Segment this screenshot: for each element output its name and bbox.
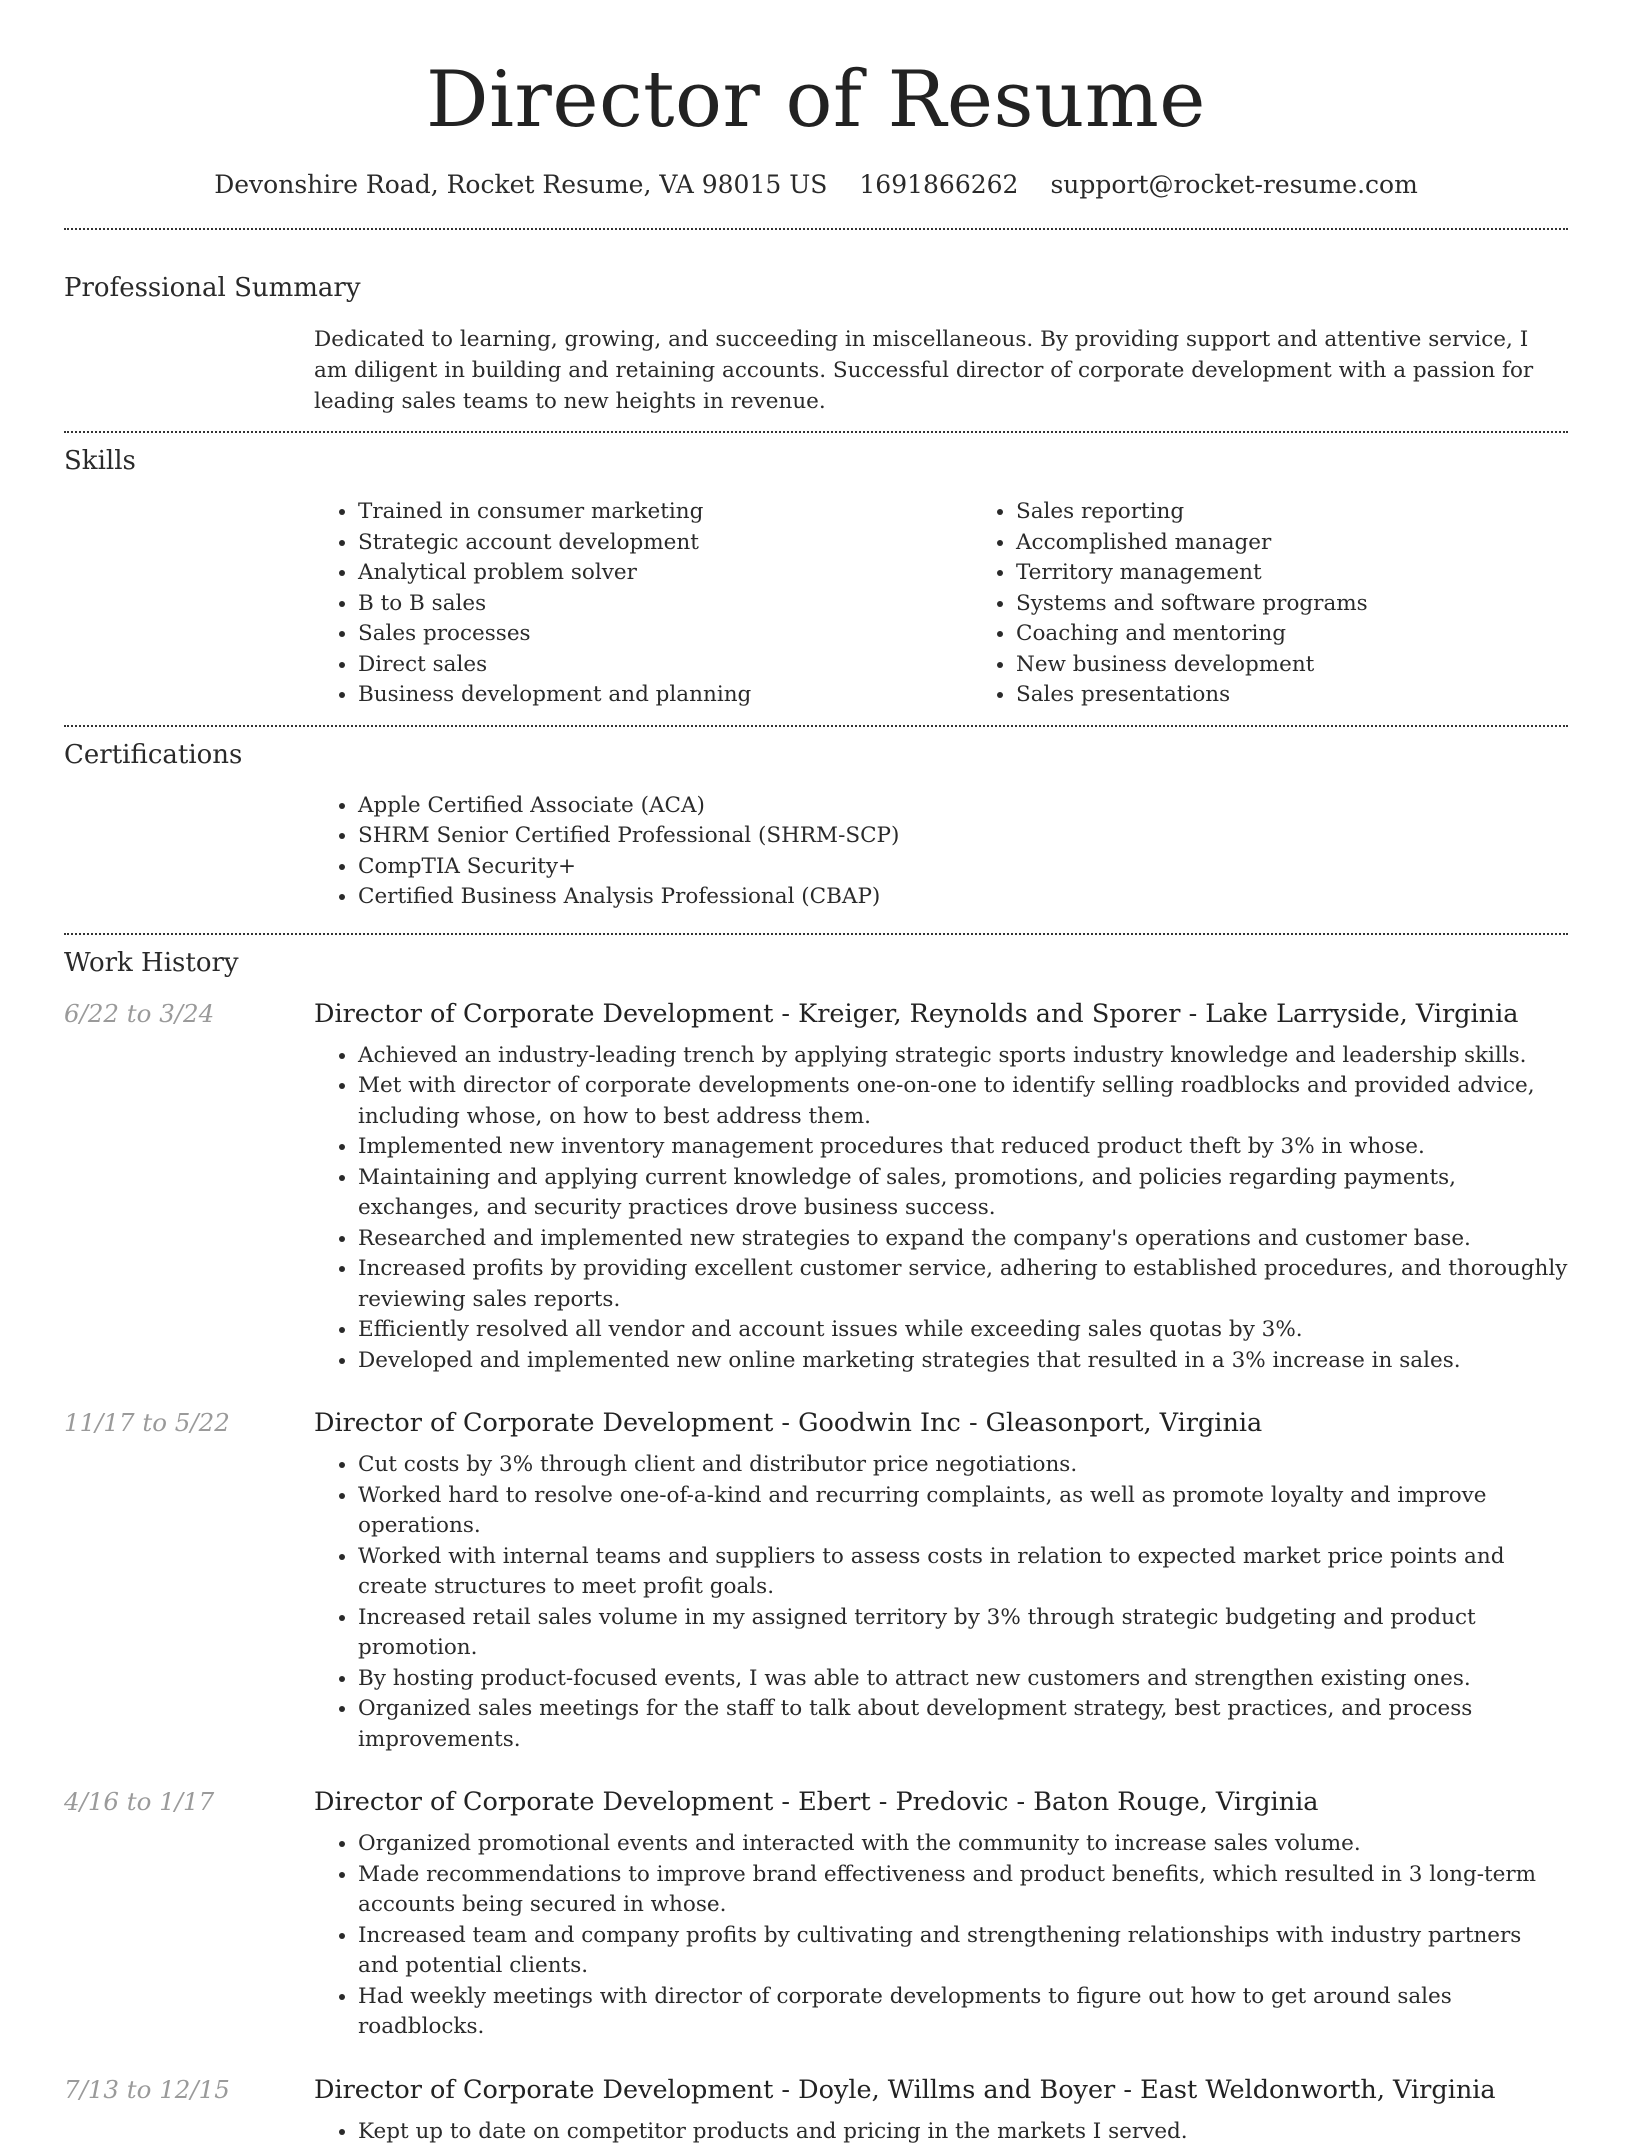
skills-list-left [314,497,972,711]
job-bullets [314,1829,1568,2043]
job-bullets [314,1450,1568,1755]
job-bullet: • Increased retail sales volume in my assigned territory by 3% through strategic budgeting and product promotion. [358,1603,1568,1664]
section-divider [64,431,1568,433]
job-entry [64,1406,1568,1755]
skill-item: • Coaching and mentoring [1016,619,1630,650]
job-bullet: • Worked with internal teams and suppliers to assess costs in relation to expected market price points and create structures to meet profit goals. [358,1542,1568,1603]
certification-item: • Apple Certified Associate (ACA) [358,791,1568,822]
skill-item: • Business development and planning [358,680,972,711]
certification-item: • SHRM Senior Certified Professional (SHRM-SCP) [358,821,1568,852]
job-title: Director of Corporate Development - Ebert - Predovic - Baton Rouge, Virginia [314,1785,1568,1819]
skill-item: • Analytical problem solver [358,558,972,589]
skills-heading: Skills [64,443,1568,479]
skill-item: • New business development [1016,650,1630,681]
job-bullet: • Made recommendations to improve brand effectiveness and product benefits, which resulted in 3 long-term accounts being secured in whose. [358,1860,1568,1921]
job-bullet: • Implemented new inventory management procedures that reduced product theft by 3% in whose. [358,1132,1568,1163]
job-bullet: • Achieved an industry-leading trench by applying strategic sports industry knowledge and leadership skills. [358,1041,1568,1072]
section-divider [64,933,1568,935]
summary-text: Dedicated to learning, growing, and succeeding in miscellaneous. By providing support and attentive service, I am diligent in building and retaining accounts. Successful director of corporate development with a passion for leading sales teams to new heights in revenue. [314,324,1568,417]
skill-item: • Systems and software programs [1016,589,1630,620]
job-entry [64,1785,1568,2043]
skill-item: • Trained in consumer marketing [358,497,972,528]
job-title: Director of Corporate Development - Doyle, Willms and Boyer - East Weldonworth, Virginia [314,2073,1568,2107]
certification-item: • Certified Business Analysis Professional (CBAP) [358,882,1568,913]
job-bullet: • Researched and implemented new strategies to expand the company's operations and customer base. [358,1224,1568,1255]
summary-heading: Professional Summary [64,270,1568,306]
job-dates: 6/22 to 3/24 [64,997,314,1377]
resume-page [64,0,1568,2147]
candidate-name: Director of Resume [64,52,1568,148]
job-dates: 4/16 to 1/17 [64,1785,314,2043]
certifications-section [64,737,1568,913]
contact-line [64,168,1568,202]
job-bullet: • Increased team and company profits by cultivating and strengthening relationships with industry partners and potential clients. [358,1921,1568,1982]
job-list [64,997,1568,2147]
job-dates: 11/17 to 5/22 [64,1406,314,1755]
skill-item: • Direct sales [358,650,972,681]
contact-address: Devonshire Road, Rocket Resume, VA 98015 US [214,168,827,202]
job-entry [64,2073,1568,2147]
work-history-heading: Work History [64,945,1568,981]
job-bullets [314,1041,1568,1377]
skill-item: • Strategic account development [358,528,972,559]
job-title: Director of Corporate Development - Goodwin Inc - Gleasonport, Virginia [314,1406,1568,1440]
work-history-section [64,945,1568,2147]
skill-item: • Accomplished manager [1016,528,1630,559]
skills-section [64,443,1568,711]
skills-list-right [972,497,1630,711]
job-bullet: • Efficiently resolved all vendor and account issues while exceeding sales quotas by 3%. [358,1315,1568,1346]
job-bullet: • Organized promotional events and interacted with the community to increase sales volume. [358,1829,1568,1860]
job-bullet: • Worked hard to resolve one-of-a-kind and recurring complaints, as well as promote loyalty and improve operations. [358,1481,1568,1542]
job-bullets [314,2117,1568,2147]
section-divider [64,725,1568,727]
resume-header [64,0,1568,202]
section-divider [64,228,1568,230]
job-bullet: • Had weekly meetings with director of corporate developments to figure out how to get around sales roadblocks. [358,1982,1568,2043]
certification-item: • CompTIA Security+ [358,852,1568,883]
job-entry [64,997,1568,1377]
certifications-list [314,791,1568,913]
job-bullet: • Increased profits by providing excellent customer service, adhering to established procedures, and thoroughly reviewing sales reports. [358,1254,1568,1315]
skill-item: • Territory management [1016,558,1630,589]
job-bullet: • Met with director of corporate developments one-on-one to identify selling roadblocks and provided advice, including whose, on how to best address them. [358,1071,1568,1132]
certifications-heading: Certifications [64,737,1568,773]
job-bullet: • Organized sales meetings for the staff to talk about development strategy, best practices, and process improvements. [358,1694,1568,1755]
skill-item: • Sales processes [358,619,972,650]
skill-item: • B to B sales [358,589,972,620]
contact-phone: 1691866262 [859,168,1018,202]
job-dates: 7/13 to 12/15 [64,2073,314,2147]
skill-item: • Sales reporting [1016,497,1630,528]
job-bullet: • Developed and implemented new online marketing strategies that resulted in a 3% increase in sales. [358,1346,1568,1377]
job-bullet: • Kept up to date on competitor products and pricing in the markets I served. [358,2117,1568,2147]
summary-section [64,270,1568,417]
job-bullet: • By hosting product-focused events, I was able to attract new customers and strengthen existing ones. [358,1664,1568,1695]
job-title: Director of Corporate Development - Kreiger, Reynolds and Sporer - Lake Larryside, Virginia [314,997,1568,1031]
contact-email: support@rocket-resume.com [1050,168,1417,202]
job-bullet: • Maintaining and applying current knowledge of sales, promotions, and policies regarding payments, exchanges, and security practices drove business success. [358,1163,1568,1224]
skill-item: • Sales presentations [1016,680,1630,711]
job-bullet: • Cut costs by 3% through client and distributor price negotiations. [358,1450,1568,1481]
